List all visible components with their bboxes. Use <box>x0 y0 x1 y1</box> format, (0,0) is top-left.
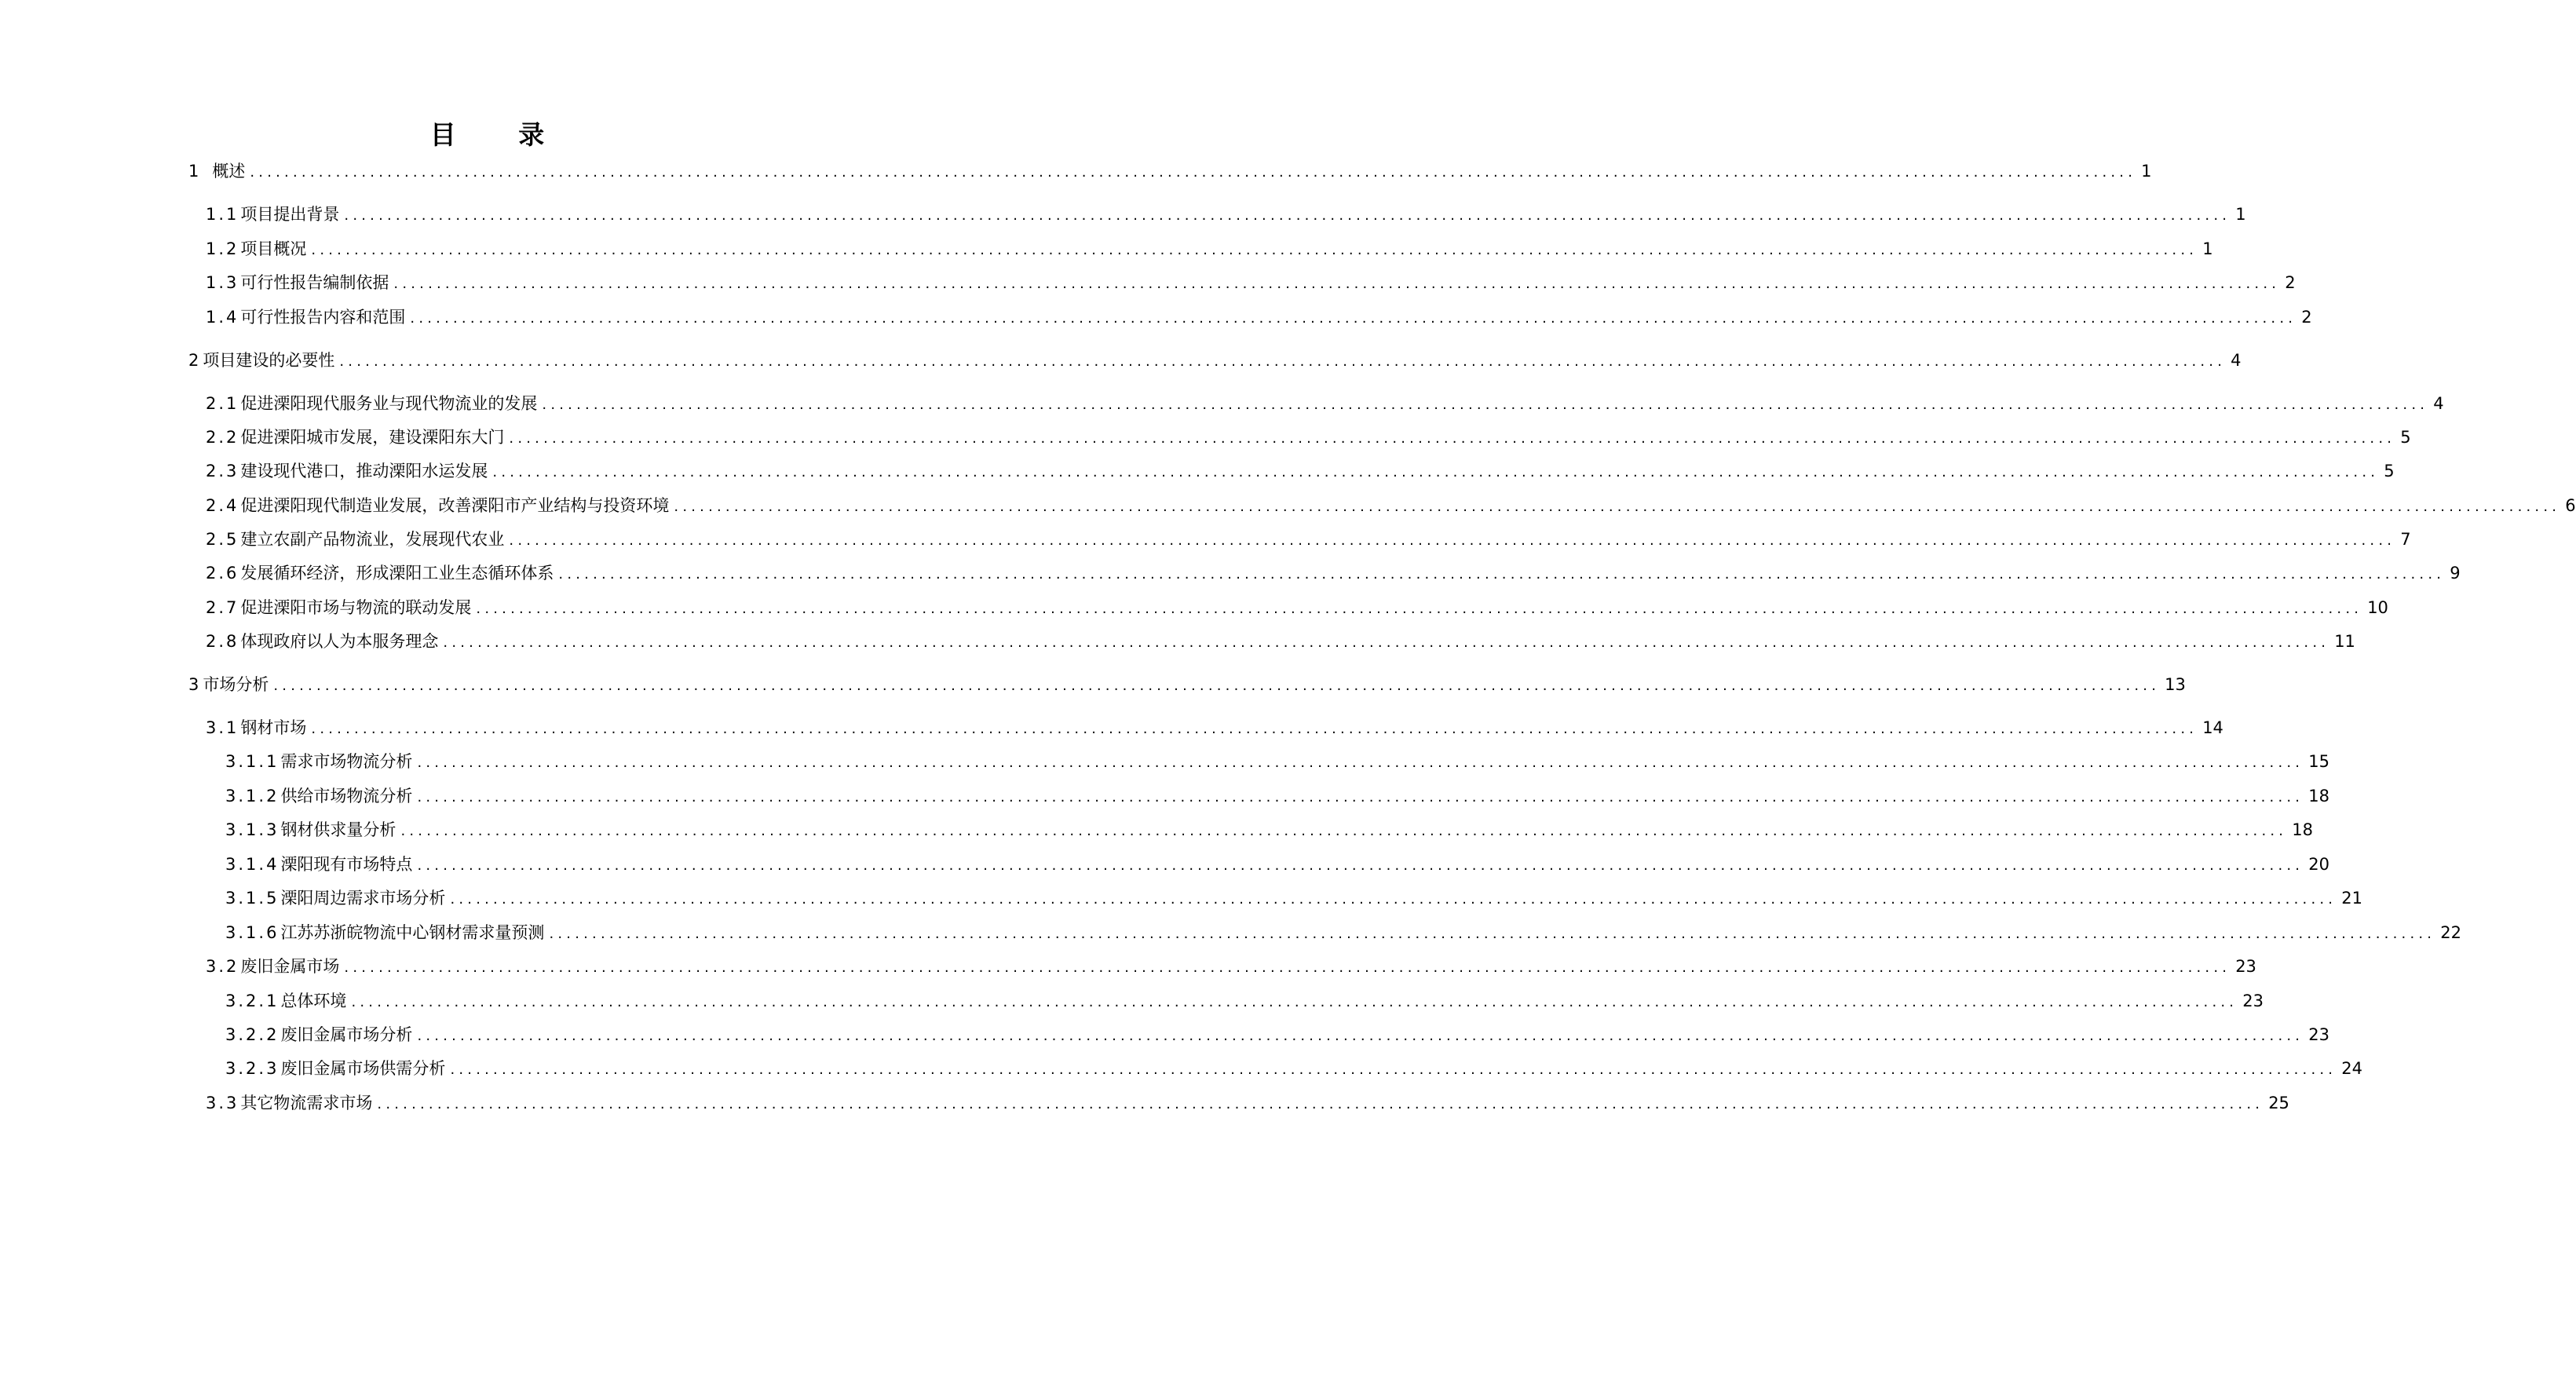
toc-entry[interactable] <box>206 460 2395 482</box>
entry-number: 2 <box>188 351 202 370</box>
entry-page-number: 2 <box>2301 308 2312 327</box>
dot-leader: ............................................................................................................................................................................................................................ <box>344 959 2231 976</box>
entry-page-number: 4 <box>2231 351 2242 370</box>
entry-title: 建设现代港口，推动溧阳水运发展 <box>240 462 488 480</box>
toc-entry[interactable] <box>206 955 2256 977</box>
entry-number: 2.6 <box>206 564 239 583</box>
entry-number: 2.2 <box>206 428 239 447</box>
entry-number: 2.1 <box>206 394 239 413</box>
dot-leader: ............................................................................................................................................................................................................................ <box>450 1061 2337 1078</box>
dot-leader: ............................................................................................................................................................................................................................ <box>400 823 2288 839</box>
entry-title: 废旧金属市场供需分析 <box>280 1059 446 1078</box>
entry-number: 3.3 <box>206 1094 239 1112</box>
entry-number: 2.8 <box>206 632 239 651</box>
entry-page-number: 1 <box>2202 239 2213 258</box>
entry-page-number: 21 <box>2341 889 2362 908</box>
entry-title: 建立农副产品物流业，发展现代农业 <box>240 530 505 549</box>
toc-entry[interactable] <box>225 853 2329 875</box>
entry-page-number: 7 <box>2400 530 2411 549</box>
dot-leader: ............................................................................................................................................................................................................................ <box>339 353 2227 370</box>
dot-leader: ............................................................................................................................................................................................................................ <box>344 207 2231 224</box>
dot-leader: ............................................................................................................................................................................................................................ <box>476 601 2363 617</box>
entry-number: 2.7 <box>206 598 239 617</box>
entry-title: 总体环境 <box>280 992 347 1010</box>
toc-entry[interactable] <box>206 238 2213 260</box>
dot-leader: ............................................................................................................................................................................................................................ <box>410 310 2297 327</box>
entry-number: 2.3 <box>206 462 239 480</box>
entry-page-number: 23 <box>2235 957 2256 976</box>
entry-page-number: 1 <box>2235 205 2246 224</box>
dot-leader: ............................................................................................................................................................................................................................ <box>674 499 2561 515</box>
entry-title: 促进溧阳市场与物流的联动发展 <box>240 598 472 617</box>
entry-title: 项目提出背景 <box>240 205 340 224</box>
entry-page-number: 1 <box>2141 162 2152 181</box>
entry-number: 1 <box>188 162 202 181</box>
entry-page-number: 23 <box>2308 1025 2329 1044</box>
entry-number: 3.1.2 <box>225 787 280 805</box>
entry-page-number: 9 <box>2450 564 2461 583</box>
toc-entry[interactable] <box>225 990 2264 1012</box>
entry-title: 钢材供求量分析 <box>280 820 396 839</box>
dot-leader: ............................................................................................................................................................................................................................ <box>351 994 2238 1010</box>
entry-title: 发展循环经济，形成溧阳工业生态循环体系 <box>240 564 554 583</box>
entry-number: 3 <box>188 675 202 694</box>
entry-title: 溧阳周边需求市场分析 <box>280 889 446 908</box>
toc-entry[interactable] <box>206 528 2411 550</box>
entry-title: 溧阳现有市场特点 <box>280 855 413 874</box>
entry-number: 2.5 <box>206 530 239 549</box>
entry-number: 3.1 <box>206 718 239 737</box>
dot-leader: ............................................................................................................................................................................................................................ <box>417 857 2304 874</box>
entry-title: 可行性报告编制依据 <box>240 273 389 292</box>
toc-entry[interactable] <box>206 717 2223 739</box>
toc-entry[interactable] <box>225 1057 2362 1079</box>
dot-leader: ............................................................................................................................................................................................................................ <box>377 1096 2264 1112</box>
entry-number: 1.3 <box>206 273 239 292</box>
entry-page-number: 20 <box>2308 855 2329 874</box>
toc-entry[interactable] <box>206 1092 2289 1114</box>
toc-entry[interactable] <box>225 785 2329 807</box>
entry-title: 项目概况 <box>240 239 307 258</box>
toc-entry[interactable] <box>225 922 2461 944</box>
toc-entry[interactable] <box>206 495 2576 517</box>
entry-number: 1.2 <box>206 239 239 258</box>
dot-leader: ............................................................................................................................................................................................................................ <box>250 164 2137 181</box>
dot-leader: ............................................................................................................................................................................................................................ <box>417 754 2304 771</box>
toc-entry[interactable] <box>206 203 2246 225</box>
dot-leader: ............................................................................................................................................................................................................................ <box>417 789 2304 805</box>
entry-page-number: 2 <box>2285 273 2296 292</box>
dot-leader: ............................................................................................................................................................................................................................ <box>393 276 2281 292</box>
entry-page-number: 13 <box>2165 675 2186 694</box>
toc-entry[interactable] <box>206 272 2296 294</box>
entry-title: 供给市场物流分析 <box>280 787 413 805</box>
dot-leader: ............................................................................................................................................................................................................................ <box>443 634 2330 651</box>
entry-number: 3.1.1 <box>225 752 280 771</box>
entry-title: 江苏苏浙皖物流中心钢材需求量预测 <box>280 923 545 942</box>
entry-page-number: 18 <box>2292 820 2313 839</box>
entry-page-number: 4 <box>2433 394 2444 413</box>
entry-page-number: 6 <box>2565 496 2576 515</box>
entry-page-number: 18 <box>2308 787 2329 805</box>
toc-entry[interactable] <box>188 160 2152 182</box>
toc-entry[interactable] <box>206 393 2444 415</box>
toc-entry[interactable] <box>225 887 2362 909</box>
dot-leader: ............................................................................................................................................................................................................................ <box>549 926 2436 942</box>
entry-page-number: 14 <box>2202 718 2223 737</box>
dot-leader: ............................................................................................................................................................................................................................ <box>492 464 2380 480</box>
toc-entry[interactable] <box>206 306 2312 328</box>
toc-title: 目 录 <box>429 119 572 150</box>
entry-page-number: 10 <box>2367 598 2388 617</box>
dot-leader: ............................................................................................................................................................................................................................ <box>450 891 2337 908</box>
entry-number: 3.2.2 <box>225 1025 280 1044</box>
dot-leader: ............................................................................................................................................................................................................................ <box>509 532 2396 549</box>
entry-number: 2.4 <box>206 496 239 515</box>
dot-leader: ............................................................................................................................................................................................................................ <box>509 430 2396 447</box>
dot-leader: ............................................................................................................................................................................................................................ <box>542 396 2429 413</box>
entry-number: 3.1.5 <box>225 889 280 908</box>
entry-title: 废旧金属市场 <box>240 957 340 976</box>
entry-title: 促进溧阳现代制造业发展，改善溧阳市产业结构与投资环境 <box>240 496 670 515</box>
entry-page-number: 15 <box>2308 752 2329 771</box>
entry-number: 3.2 <box>206 957 239 976</box>
entry-number: 3.1.6 <box>225 923 280 942</box>
dot-leader: ............................................................................................................................................................................................................................ <box>417 1028 2304 1044</box>
entry-title: 促进溧阳现代服务业与现代物流业的发展 <box>240 394 538 413</box>
entry-title: 废旧金属市场分析 <box>280 1025 413 1044</box>
entry-title: 需求市场物流分析 <box>280 752 413 771</box>
dot-leader: ............................................................................................................................................................................................................................ <box>558 566 2446 583</box>
entry-number: 1.1 <box>206 205 239 224</box>
entry-number: 3.2.1 <box>225 992 280 1010</box>
entry-page-number: 5 <box>2400 428 2411 447</box>
dot-leader: ............................................................................................................................................................................................................................ <box>311 721 2198 737</box>
entry-page-number: 23 <box>2242 992 2264 1010</box>
entry-title: 项目建设的必要性 <box>203 351 335 370</box>
entry-page-number: 24 <box>2341 1059 2362 1078</box>
entry-number: 1.4 <box>206 308 239 327</box>
entry-title: 体现政府以人为本服务理念 <box>240 632 439 651</box>
dot-leader: ............................................................................................................................................................................................................................ <box>311 242 2198 258</box>
toc-entry[interactable] <box>225 1024 2329 1046</box>
entry-page-number: 25 <box>2268 1094 2289 1112</box>
toc-entry[interactable] <box>206 630 2355 652</box>
toc-entry[interactable] <box>206 597 2388 619</box>
toc-entry[interactable] <box>206 426 2411 448</box>
entry-number: 3.2.3 <box>225 1059 280 1078</box>
toc-entry[interactable] <box>225 751 2329 773</box>
entry-page-number: 5 <box>2384 462 2395 480</box>
toc-entry[interactable] <box>225 819 2313 841</box>
entry-title: 概述 <box>212 162 246 181</box>
entry-number: 3.1.4 <box>225 855 280 874</box>
toc-entry[interactable] <box>206 562 2461 584</box>
entry-title: 可行性报告内容和范围 <box>240 308 406 327</box>
entry-page-number: 22 <box>2440 923 2461 942</box>
entry-title: 市场分析 <box>203 675 269 694</box>
entry-title: 钢材市场 <box>240 718 307 737</box>
toc-entry[interactable] <box>188 349 2242 371</box>
entry-page-number: 11 <box>2334 632 2355 651</box>
entry-title: 其它物流需求市场 <box>240 1094 373 1112</box>
entry-number: 3.1.3 <box>225 820 280 839</box>
toc-entry[interactable] <box>188 674 2186 696</box>
entry-title: 促进溧阳城市发展，建设溧阳东大门 <box>240 428 505 447</box>
dot-leader: ............................................................................................................................................................................................................................ <box>273 678 2161 694</box>
